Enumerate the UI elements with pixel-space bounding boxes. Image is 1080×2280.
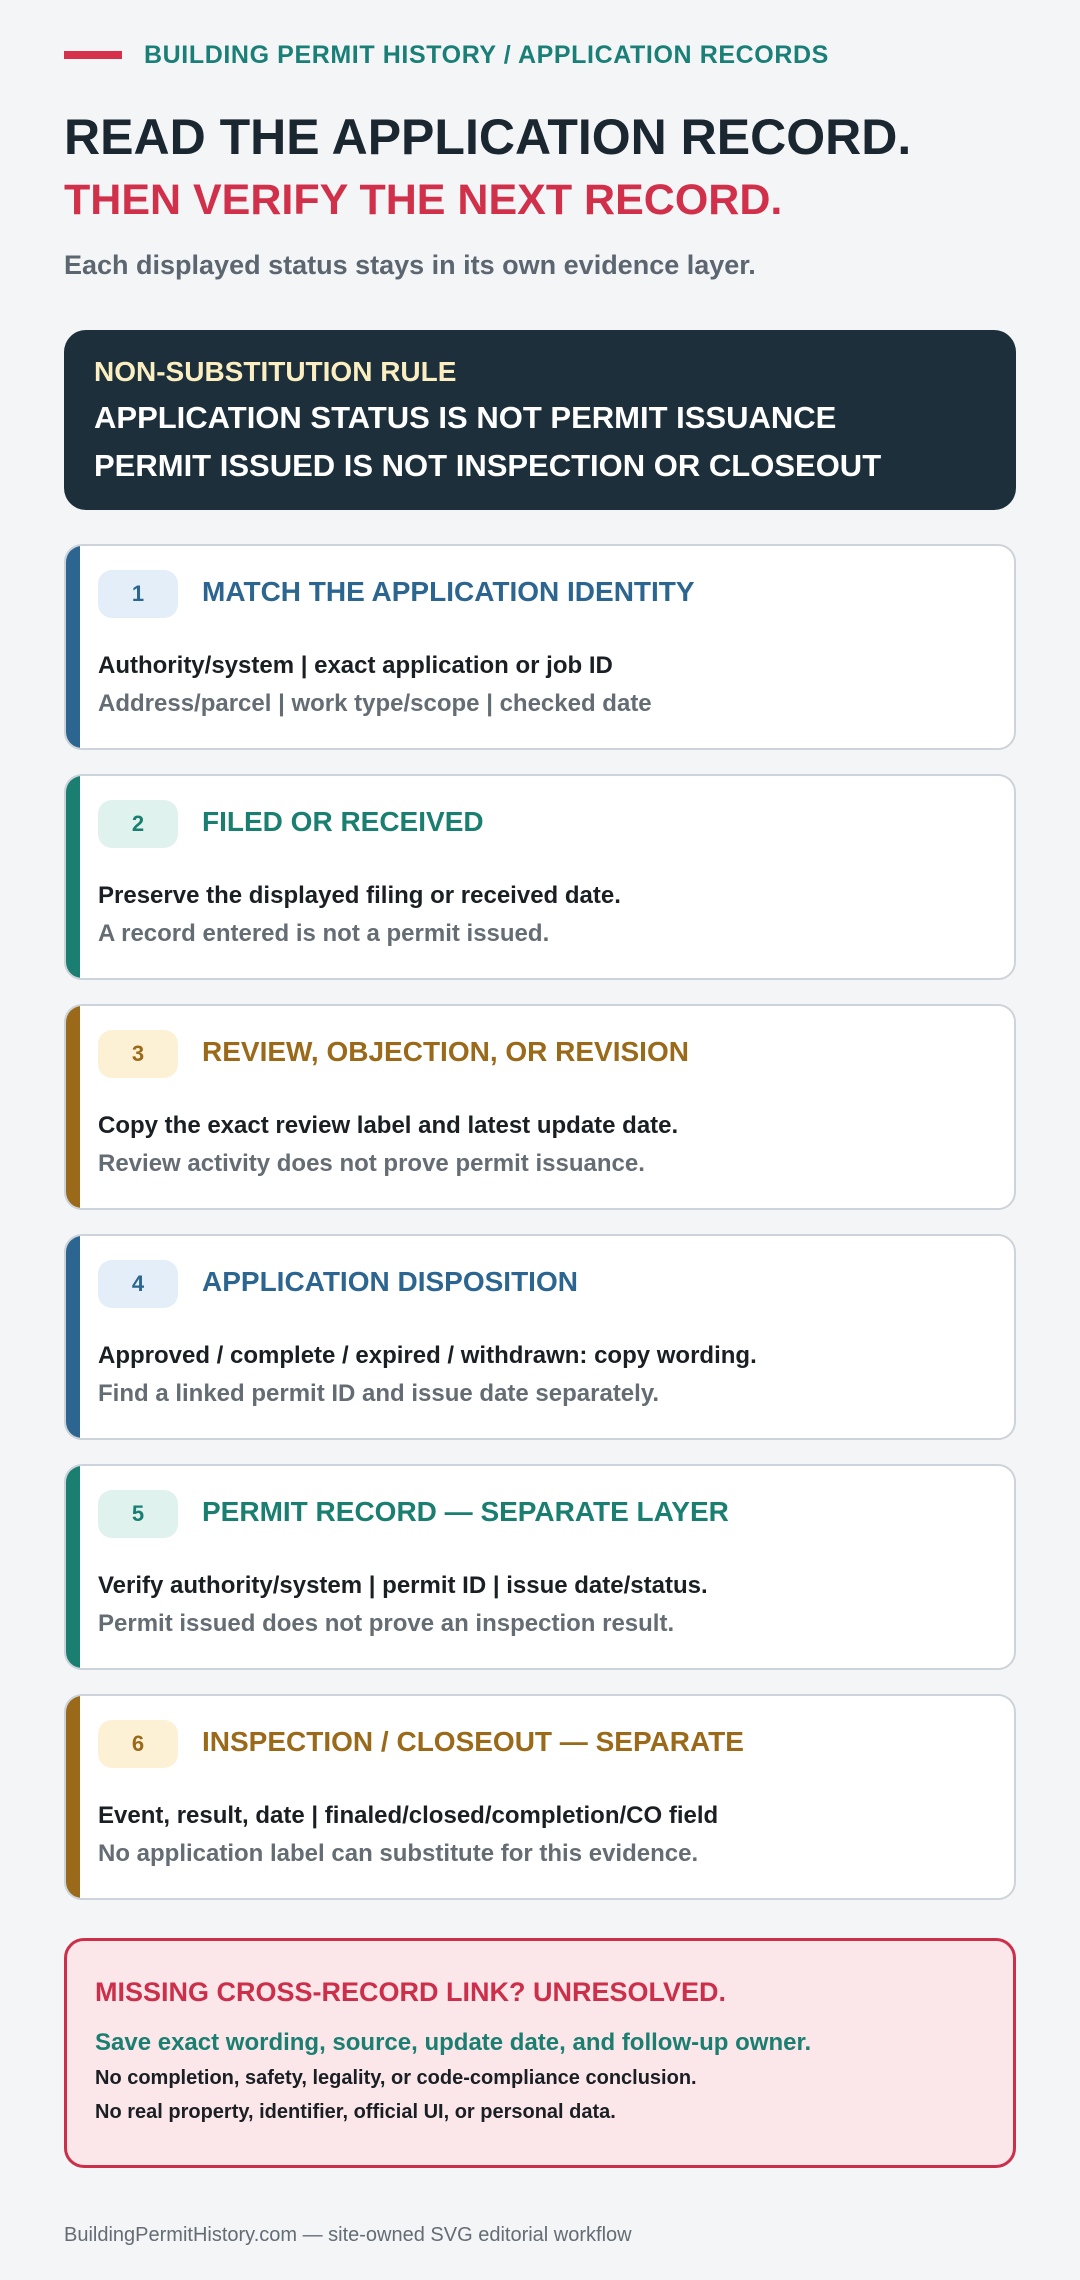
step-card-6 xyxy=(64,1694,1016,1900)
step-primary-text: Preserve the displayed filing or received date. xyxy=(98,882,621,909)
step-number-badge: 2 xyxy=(98,800,178,848)
non-substitution-rule-panel xyxy=(64,330,1016,510)
step-accent-bar xyxy=(66,1466,80,1668)
step-title: FILED OR RECEIVED xyxy=(202,806,484,837)
step-primary-text: Authority/system | exact application or job ID xyxy=(98,652,613,679)
step-number-badge: 6 xyxy=(98,1720,178,1768)
step-title: INSPECTION / CLOSEOUT — SEPARATE xyxy=(202,1726,744,1757)
step-secondary-text: Review activity does not prove permit issuance. xyxy=(98,1150,645,1177)
rule-line-1: APPLICATION STATUS IS NOT PERMIT ISSUANCE xyxy=(94,400,837,435)
eyebrow-accent-bar xyxy=(64,51,122,59)
step-card-2 xyxy=(64,774,1016,980)
step-primary-text: Verify authority/system | permit ID | issue date/status. xyxy=(98,1572,708,1599)
step-title: REVIEW, OBJECTION, OR REVISION xyxy=(202,1036,689,1067)
step-accent-bar xyxy=(66,1696,80,1898)
step-title: APPLICATION DISPOSITION xyxy=(202,1266,578,1297)
step-secondary-text: No application label can substitute for this evidence. xyxy=(98,1840,699,1867)
warning-subtitle: Save exact wording, source, update date, and follow-up owner. xyxy=(95,2029,812,2056)
step-primary-text: Copy the exact review label and latest update date. xyxy=(98,1112,679,1139)
warning-title: MISSING CROSS-RECORD LINK? UNRESOLVED. xyxy=(95,1977,727,2007)
warning-line-1: No completion, safety, legality, or code-compliance conclusion. xyxy=(95,2067,697,2089)
step-title: MATCH THE APPLICATION IDENTITY xyxy=(202,576,695,607)
eyebrow xyxy=(64,40,829,70)
step-card-3 xyxy=(64,1004,1016,1210)
step-secondary-text: Permit issued does not prove an inspection result. xyxy=(98,1610,675,1637)
step-secondary-text: Address/parcel | work type/scope | checked date xyxy=(98,690,652,717)
step-number-badge: 5 xyxy=(98,1490,178,1538)
eyebrow-text: BUILDING PERMIT HISTORY / APPLICATION RECORDS xyxy=(144,40,829,69)
step-secondary-text: Find a linked permit ID and issue date separately. xyxy=(98,1380,660,1407)
step-card-5 xyxy=(64,1464,1016,1670)
page-subtitle: Each displayed status stays in its own evidence layer. xyxy=(64,250,756,280)
step-accent-bar xyxy=(66,1236,80,1438)
step-card-1 xyxy=(64,544,1016,750)
step-number-badge: 3 xyxy=(98,1030,178,1078)
rule-line-2: PERMIT ISSUED IS NOT INSPECTION OR CLOSEOUT xyxy=(94,448,882,483)
page-title-highlight: THEN VERIFY THE NEXT RECORD. xyxy=(64,176,783,224)
rule-label: NON-SUBSTITUTION RULE xyxy=(94,356,457,387)
unresolved-warning-panel xyxy=(64,1938,1016,2168)
step-number-badge: 1 xyxy=(98,570,178,618)
step-primary-text: Event, result, date | finaled/closed/completion/CO field xyxy=(98,1802,719,1829)
step-title: PERMIT RECORD — SEPARATE LAYER xyxy=(202,1496,729,1527)
warning-line-2: No real property, identifier, official UI, or personal data. xyxy=(95,2101,616,2123)
step-accent-bar xyxy=(66,776,80,978)
step-secondary-text: A record entered is not a permit issued. xyxy=(98,920,550,947)
footer-text: BuildingPermitHistory.com — site-owned SVG editorial workflow xyxy=(64,2224,632,2246)
page-title: READ THE APPLICATION RECORD. xyxy=(64,109,912,165)
step-accent-bar xyxy=(66,546,80,748)
step-number-badge: 4 xyxy=(98,1260,178,1308)
step-accent-bar xyxy=(66,1006,80,1208)
step-card-4 xyxy=(64,1234,1016,1440)
step-primary-text: Approved / complete / expired / withdrawn: copy wording. xyxy=(98,1342,757,1369)
